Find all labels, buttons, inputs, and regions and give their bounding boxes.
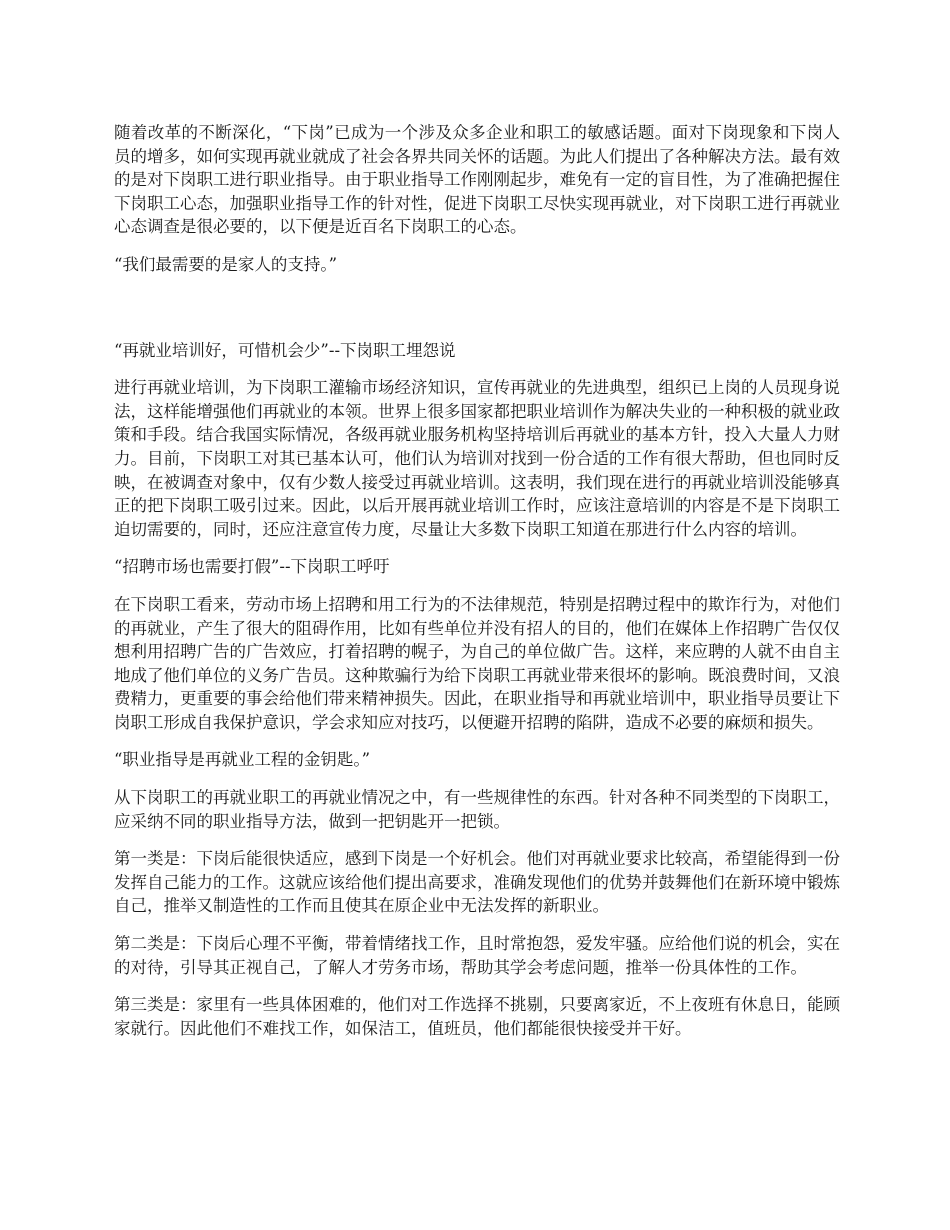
market-paragraph: 在下岗职工看来，劳动市场上招聘和用工行为的不法律规范，特别是招聘过程中的欺诈行为，对他们的再就业，产生了很大的阻碍作用，比如有些单位并没有招人的目的，他们在媒体上作招聘广告仅仅想利用招聘广告的广告效应，打着招聘的幌子，为自己的单位做广告。这样，来应聘的人就不由自主地成了他们单位的义务广告员。这种欺骗行为给下岗职工再就业带来很坏的影响。既浪费时间，又浪费精力，更重要的事会给他们带来精神损失。因此，在职业指导和再就业培训中，职业指导员要让下岗职工形成自我保护意识，学会求知应对技巧，以便避开招聘的陷阱，造成不必要的麻烦和损失。: [114, 594, 840, 732]
heading-guidance: “职业指导是再就业工程的金钥匙。”: [114, 750, 371, 770]
training-paragraph: 进行再就业培训，为下岗职工灌输市场经济知识，宣传再就业的先进典型，组织已上岗的人员现身说法，这样能增强他们再就业的本领。世界上很多国家都把职业培训作为解决失业的一种积极的就业政策和手段。结合我国实际情况，各级再就业服务机构坚持培训后再就业的基本方针，投入大量人力财力。目前，下岗职工对其已基本认可，他们认为培训对找到一份合适的工作有很大帮助，但也同时反映，在被调查对象中，仅有少数人接受过再就业培训。这表明，我们现在进行的再就业培训没能够真正的把下岗职工吸引过来。因此，以后开展再就业培训工作时，应该注意培训的内容是不是下岗职工迫切需要的，同时，还应注意宣传力度，尽量让大多数下岗职工知道在那进行什么内容的培训。: [114, 378, 840, 539]
quote-family-support: “我们最需要的是家人的支持。”: [114, 254, 338, 274]
blank-spacer: [114, 291, 840, 339]
type2-paragraph: 第二类是：下岗后心理不平衡，带着情绪找工作，且时常抱怨，爱发牢骚。应给他们说的机会，实在的对待，引导其正视自己，了解人才劳务市场，帮助其学会考虑问题，推举一份具体性的工作。: [114, 934, 840, 977]
intro-paragraph: 随着改革的不断深化，“下岗”已成为一个涉及众多企业和职工的敏感话题。面对下岗现象和下岗人员的增多，如何实现再就业就成了社会各界共同关怀的话题。为此人们提出了各种解决方法。最有效的是对下岗职工进行职业指导。由于职业指导工作刚刚起步，难免有一定的盲目性，为了准确把握住下岗职工心态，加强职业指导工作的针对性，促进下岗职工尽快实现再就业，对下岗职工进行再就业心态调查是很必要的，以下便是近百名下岗职工的心态。: [114, 123, 840, 237]
guidance-paragraph: 从下岗职工的再就业职工的再就业情况之中，有一些规律性的东西。针对各种不同类型的下岗职工，应采纳不同的职业指导方法，做到一把钥匙开一把锁。: [114, 788, 840, 831]
heading-training: “再就业培训好，可惜机会少”--下岗职工埋怨说: [114, 340, 456, 360]
heading-market: “招聘市场也需要打假”--下岗职工呼吁: [114, 557, 390, 577]
type3-paragraph: 第三类是：家里有一些具体困难的，他们对工作选择不挑剔，只要离家近，不上夜班有休息日，能顾家就行。因此他们不难找工作，如保洁工，值班员，他们都能很快接受并干好。: [114, 995, 840, 1038]
type1-paragraph: 第一类是：下岗后能很快适应，感到下岗是一个好机会。他们对再就业要求比较高，希望能得到一份发挥自己能力的工作。这就应该给他们提出高要求，准确发现他们的优势并鼓舞他们在新环境中锻炼自己，推举又制造性的工作而且使其在原企业中无法发挥的新职业。: [114, 849, 840, 916]
